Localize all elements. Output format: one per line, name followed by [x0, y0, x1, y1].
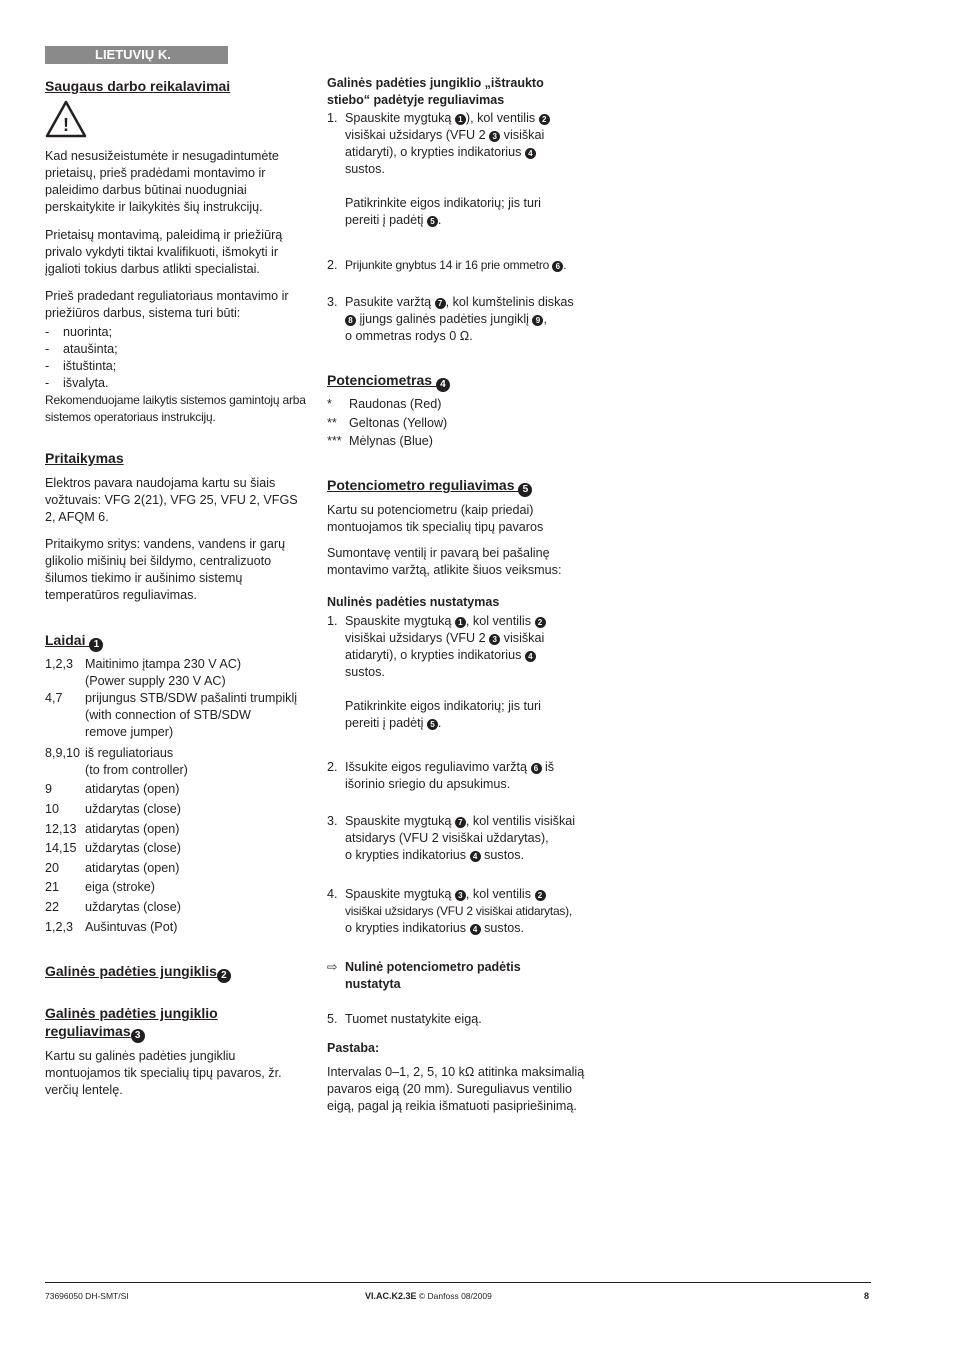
page-number: 8 [864, 1291, 870, 1301]
endswitch-heading: Galinės padėties jungiklis 2 [45, 962, 231, 983]
application-paragraph-2: Pritaikymo sritys: vandens, vandens ir garų glikolio mišinių bei šildymo, centralizuoto šilumos tiekimo ir aušinimo sistemų temperatūros reguliavimas. [45, 537, 286, 602]
callout-1-icon: 1 [89, 638, 103, 652]
wiring-row: 12,13 atidarytas (open) [45, 822, 180, 836]
list-item: - nuorinta; [45, 325, 113, 339]
footer-code: VI.AC.K2.3E © Danfoss 08/2009 [365, 1291, 492, 1301]
application-paragraph-1: Elektros pavara naudojama kartu su šiais vožtuvais: VFG 2(21), VFG 25, VFU 2, VFGS 2, AFQM 6. [45, 476, 298, 524]
pot-adjust-heading: Potenciometro reguliavimas 5 [327, 476, 532, 497]
footer-rule [45, 1282, 871, 1283]
safety-heading: Saugaus darbo reikalavimai [45, 78, 231, 94]
retracted-step-3: 3. Pasukite varžtą 7 , kol kumštelinis diskas 8 įjungs galinės padėties jungiklį 9 , o ommetras rodys 0 Ω. [327, 295, 574, 343]
language-tab: LIETUVIŲ K. [45, 46, 228, 64]
wiring-row: 9 atidarytas (open) [45, 782, 180, 796]
safety-paragraph-4: Rekomenduojame laikytis sistemos gamintojų arba sistemos operatoriaus instrukcijų. [45, 393, 306, 424]
endswitch-adjust-paragraph: Kartu su galinės padėties jungikliu montuojamos tik specialių tipų pavaros, žr. verčių lentelę. [45, 1049, 282, 1097]
footer-doc-id: 73696050 DH-SMT/SI [45, 1291, 129, 1301]
safety-paragraph-3: Prieš pradedant reguliatoriaus montavimo ir priežiūros darbus, sistema turi būti: [45, 289, 289, 320]
retracted-heading: Galinės padėties jungiklio „ištraukto stiebo“ padėtyje reguliavimas [327, 76, 544, 107]
list-item: ** Geltonas (Yellow) [327, 415, 448, 430]
callout-5-icon: 5 [518, 483, 532, 497]
wiring-row: 1,2,3 Maitinimo įtampa 230 V AC) (Power supply 230 V AC) [45, 657, 242, 688]
warning-icon [45, 100, 87, 138]
list-item: - ataušinta; [45, 342, 118, 356]
list-item: - ištuštinta; [45, 359, 117, 373]
wiring-row: 14,15 uždarytas (close) [45, 841, 181, 855]
list-item: * Raudonas (Red) [327, 397, 442, 411]
callout-2-icon: 2 [217, 969, 231, 983]
callout-4-icon: 4 [436, 378, 450, 392]
zero-position-subheading: Nulinės padėties nustatymas [327, 595, 500, 609]
retracted-step-1: 1. Spauskite mygtuką 1 ), kol ventilis 2 visiškai užsidarys (VFU 2 3 visiškai atidaryti), o krypties indikatorius 4 sustos. Patikrinkite eigos indikatorių; jis turi pereiti į padėtį 5 . [327, 110, 597, 235]
wiring-row: 21 eiga (stroke) [45, 880, 155, 894]
potentiometer-list [327, 396, 597, 452]
retracted-step-2: 2. Prijunkite gnybtus 14 ir 16 prie ommetro 6 . [327, 258, 567, 272]
wiring-row: 8,9,10 iš reguliatoriaus (to from controller) [45, 746, 188, 777]
pot-step-5: 5. Tuomet nustatykite eigą. [327, 1012, 482, 1026]
note-text: Intervalas 0–1, 2, 5, 10 kΩ atitinka maksimalią pavaros eigą (20 mm). Sureguliavus ventilio eigą, pagal ją reikia išmatuoti pasipriešinimą. [327, 1065, 585, 1113]
pot-step-1: 1. Spauskite mygtuką 1 , kol ventilis 2 visiškai užsidarys (VFU 2 3 visiškai atidaryti), o krypties indikatorius 4 sustos. Patikrinkite eigos indikatorių; jis turi pereiti į padėtį 5 . [327, 614, 545, 730]
wiring-row: 1,2,3 Aušintuvas (Pot) [45, 920, 178, 934]
callout-3-icon: 3 [131, 1029, 145, 1043]
wiring-row: 4,7 prijungus STB/SDW pašalinti trumpiklį (with connection of STB/SDW remove jumper) [45, 691, 298, 739]
pot-result: ⇨ Nulinė potenciometro padėtis nustatyta [327, 960, 521, 991]
wiring-row: 22 uždarytas (close) [45, 900, 181, 914]
pot-step-3: 3. Spauskite mygtuką 7 , kol ventilis visiškai atsidarys (VFU 2 visiškai uždarytas), o krypties indikatorius 4 sustos. [327, 814, 576, 862]
pot-step-4: 4. Spauskite mygtuką 3 , kol ventilis 2 visiškai užsidarys (VFU 2 visiškai atidarytas), o krypties indikatorius 4 sustos. [327, 887, 572, 935]
safety-paragraph-2: Prietaisų montavimą, paleidimą ir priežiūrą privalo vykdyti tiktai kvalifikuoti, išmokyti ir įgalioti tokius darbus atlikti specialistai. [45, 228, 283, 276]
pot-adjust-paragraph-1: Kartu su potenciometru (kaip priedai) montuojamos tik specialių tipų pavaros [327, 503, 544, 534]
safety-list [45, 324, 310, 392]
pot-step-2: 2. Išsukite eigos reguliavimo varžtą 6 iš išorinio sriegio du apsukimus. [327, 760, 555, 791]
wiring-heading: Laidai 1 [45, 631, 103, 652]
list-item: *** Mėlynas (Blue) [327, 434, 433, 448]
endswitch-adjust-heading: Galinės padėties jungiklio reguliavimas 3 [45, 1005, 218, 1041]
application-heading: Pritaikymas [45, 450, 124, 466]
arrow-right-icon: ⇨ [327, 960, 338, 974]
wiring-row: 20 atidarytas (open) [45, 861, 180, 875]
safety-paragraph-1: Kad nesusižeistumėte ir nesugadintumėte prietaisų, prieš pradėdami montavimo ir paleidimo darbus būtinai nuodugniai perskaitykite ir laikykitės šių instrukcijų. [45, 149, 279, 214]
warning-symbol: ! [63, 115, 69, 135]
note-label: Pastaba: [327, 1041, 380, 1055]
list-item: - išvalyta. [45, 376, 109, 390]
potentiometer-heading: Potenciometras 4 [327, 371, 450, 392]
pot-adjust-paragraph-2: Sumontavę ventilį ir pavarą bei pašalinę montavimo varžtą, atlikite šiuos veiksmus: [327, 546, 562, 577]
wiring-row: 10 uždarytas (close) [45, 802, 181, 816]
